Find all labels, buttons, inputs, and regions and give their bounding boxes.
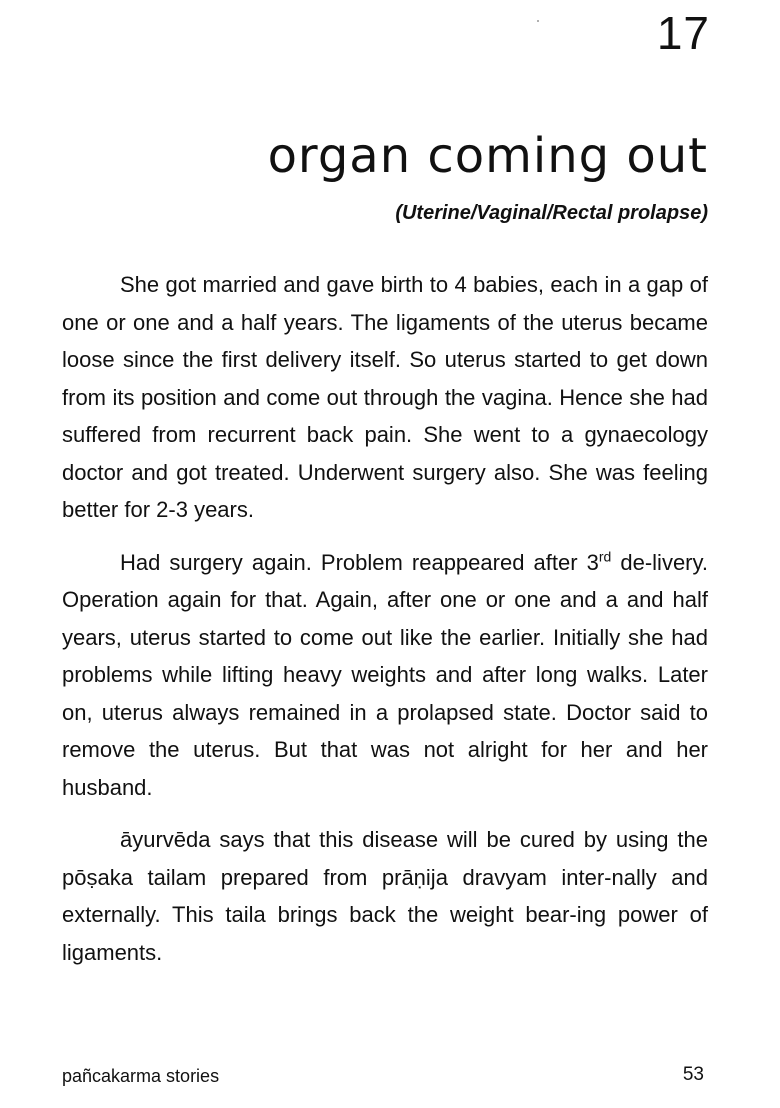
paragraph-2 (62, 544, 708, 807)
chapter-number: 17 (656, 7, 710, 59)
paragraph-3: āyurvēda says that this disease will be cured by using the pōṣaka tailam prepared from prāṇija dravyam inter-nally and externally. This taila brings back the weight bear-ing power of ligaments. (62, 827, 708, 965)
chapter-title: organ coming out (267, 128, 708, 184)
chapter-body (62, 266, 708, 986)
paragraph-2-text-start: Had surgery again. Problem reappeared after 3 (120, 549, 599, 575)
scan-speck (537, 20, 539, 22)
paragraph-2-text-end: de-livery. Operation again for that. Again, after one or one and a and half years, uterus started to come out like the earlier. Initially she had problems while lifting heavy weights and after long walks. Later on, uterus always remained in a prolapsed state. Doctor said to remove the uterus. But that was not alright for her and her husband. (62, 549, 708, 800)
chapter-subtitle: (Uterine/Vaginal/Rectal prolapse) (395, 202, 708, 224)
footer-book-title: pañcakarma stories (62, 1066, 220, 1086)
ordinal-suffix: rd (598, 548, 612, 565)
paragraph-1: She got married and gave birth to 4 babies, each in a gap of one or one and a half years. The ligaments of the uterus became loose since the first delivery itself. So uterus started to get down from its position and come out through the vagina. Hence she had suffered from recurrent back pain. She went to a gynaecology doctor and got treated. Underwent surgery also. She was feeling better for 2-3 years. (62, 272, 708, 522)
footer-page-number: 53 (682, 1064, 704, 1085)
